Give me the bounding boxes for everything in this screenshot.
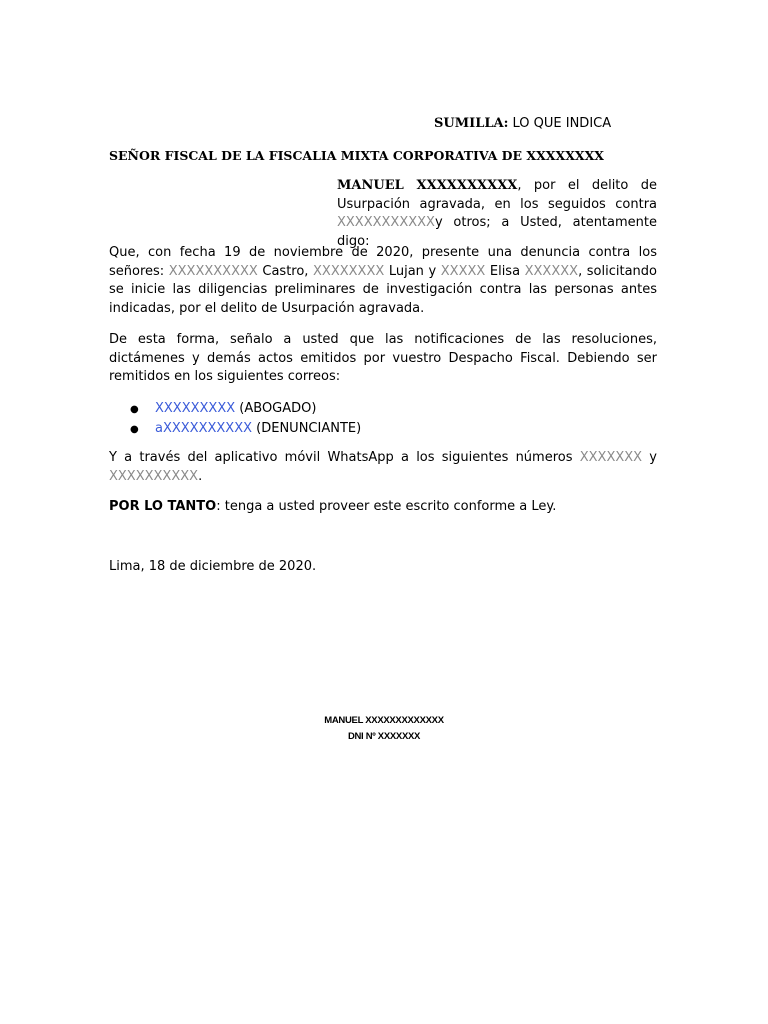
redacted-text: XXXXXXXXXX bbox=[109, 468, 199, 484]
intro-text-2: y otros; a Usted, atentamente digo: bbox=[337, 215, 657, 249]
redacted-text: XXXXX bbox=[440, 263, 486, 279]
email-role: (ABOGADO) bbox=[235, 401, 317, 416]
intro-paragraph bbox=[337, 177, 657, 251]
p1-text-5: , solicitando se inicie las diligencias preliminares de investigación contra las personas antes indicadas, por el delito de Usurpación agravada. bbox=[109, 263, 657, 316]
redacted-text: XXXXXXXXXX bbox=[168, 263, 258, 279]
p3-text-2: y bbox=[642, 450, 657, 465]
p1-text-3: Lujan y bbox=[384, 263, 441, 279]
p3-text-1: Y a través del aplicativo móvil WhatsApp a los siguientes números bbox=[109, 450, 580, 465]
paragraph-notifications: De esta forma, señalo a usted que las notificaciones de las resoluciones, dictámenes y demás actos emitidos por vuestro Despacho Fiscal. Debiendo ser remitidos en los siguientes correos: bbox=[109, 332, 657, 384]
p1-text-2: Castro, bbox=[257, 263, 314, 279]
sumilla-label: SUMILLA: bbox=[434, 116, 509, 131]
email-link[interactable]: XXXXXXXXXX bbox=[162, 421, 253, 436]
signature-dni: DNI Nº XXXXXXX bbox=[347, 731, 421, 742]
sumilla-value: LO QUE INDICA bbox=[508, 116, 612, 131]
sumilla-line bbox=[434, 116, 611, 131]
bullet-icon: ● bbox=[130, 424, 139, 435]
redacted-text: XXXXXX bbox=[524, 263, 579, 279]
list-item bbox=[130, 399, 361, 419]
conclusion-text: : tenga a usted proveer este escrito conforme a Ley. bbox=[216, 499, 557, 514]
signature-name: MANUEL XXXXXXXXXXXXX bbox=[324, 715, 444, 726]
p3-text-3: . bbox=[198, 468, 203, 484]
redacted-text: XXXXXXXXXXX bbox=[337, 215, 435, 230]
p1-text-4: Elisa bbox=[485, 263, 525, 279]
paragraph-whatsapp bbox=[109, 449, 657, 486]
email-role: (DENUNCIANTE) bbox=[252, 421, 362, 436]
paragraph-complaint bbox=[109, 244, 657, 318]
email-list bbox=[130, 399, 361, 439]
place-date: Lima, 18 de diciembre de 2020. bbox=[109, 559, 317, 574]
p1-text-1: Que, con fecha 19 de noviembre de 2020, presente una denuncia contra los señores: bbox=[109, 245, 657, 279]
redacted-text: XXXXXXXX bbox=[313, 263, 385, 279]
petitioner-name: MANUEL XXXXXXXXXX bbox=[337, 178, 518, 193]
list-item bbox=[130, 419, 361, 439]
paragraph-conclusion bbox=[109, 498, 657, 517]
redacted-text: XXXXXXX bbox=[579, 450, 643, 465]
addressee-heading: SEÑOR FISCAL DE LA FISCALIA MIXTA CORPORATIVA DE XXXXXXXX bbox=[109, 148, 604, 163]
email-link[interactable]: XXXXXXXXX bbox=[155, 401, 236, 416]
email-prefix[interactable]: a bbox=[155, 421, 163, 436]
bullet-icon: ● bbox=[130, 404, 139, 415]
intro-text-1: , por el delito de Usurpación agravada, en los seguidos contra bbox=[337, 178, 657, 212]
conclusion-label: POR LO TANTO bbox=[109, 499, 217, 514]
